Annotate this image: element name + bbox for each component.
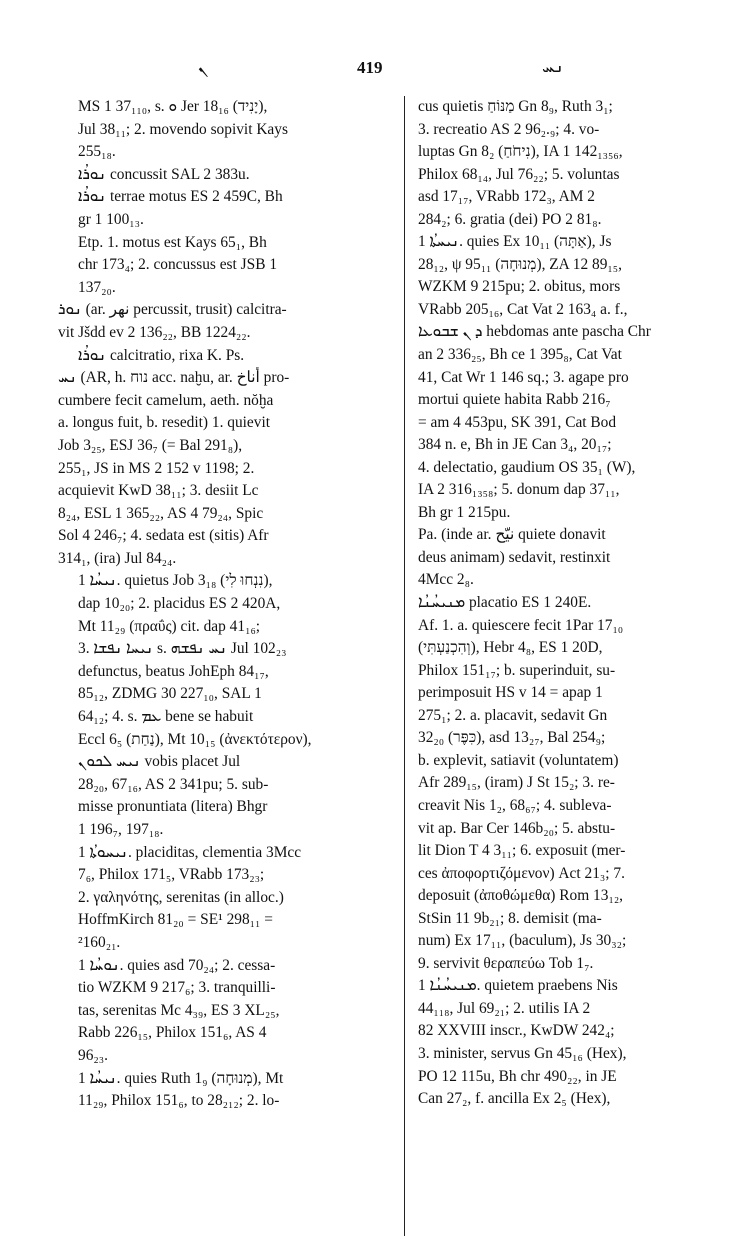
text-line: creavit Nis 1₂, 68₆₇; 4. subleva-	[418, 796, 612, 814]
text-line: tas, serenitas Mc 4₃₉, ES 3 XL₂₅,	[78, 1001, 280, 1019]
text-line: dap 10₂₀; 2. placidus ES 2 420A,	[78, 595, 281, 613]
text-line: 41, Cat Wr 1 146 sq.; 3. agape pro	[418, 368, 629, 386]
header-right-letters: ܢܚ	[542, 56, 564, 76]
text-line: Job 3₂₅, ESJ 36₇ (= Bal 291₈),	[58, 436, 243, 454]
text-line: = am 4 453pu, SK 391, Cat Bod	[418, 413, 617, 431]
text-line: deposuit (ἀποθώμεθα) Rom 13₁₂,	[418, 887, 624, 905]
text-line: 8₂₄, ESL 1 365₂₂, AS 4 79₂₄, Spic	[58, 504, 264, 522]
text-line: 255₁, JS in MS 2 152 v 1198; 2.	[58, 459, 255, 477]
text-line: 314₁, (ira) Jul 84₂₄.	[58, 549, 177, 567]
text-line: perimposuit HS v 14 = apap 1	[418, 684, 603, 702]
text-line: 3. ܢܝܚܐ ܢܦܫܐ s. ܢܚ ܢܦܫܗ Jul 102₂₃	[78, 640, 287, 658]
text-line: tio WZKM 9 217₆; 3. tranquilli-	[78, 979, 276, 997]
column-divider	[404, 96, 405, 1236]
text-line: Mt 11₂₉ (πραΰς) cit. dap 41₁₆;	[78, 617, 261, 635]
text-line: ܢܝܚܬܳܐ 1. quies Ex 10₁₁ (אַתָּה), Js	[418, 233, 612, 251]
text-line: 275₁; 2. a. placavit, sedavit Gn	[418, 706, 608, 724]
text-line: misse pronuntiata (litera) Bhgr	[78, 798, 268, 816]
text-line: Jul 38₁₁; 2. movendo sopivit Kays	[78, 120, 288, 138]
text-line: asd 17₁₇, VRabb 172₃, AM 2	[418, 188, 595, 206]
text-line: b. explevit, satiavit (voluntatem)	[418, 751, 619, 769]
text-line: 11₂₉, Philox 151₆, to 28₂₁₂; 2. lo-	[78, 1092, 280, 1110]
text-line: MS 1 37₁₁₀, s. ܘ Jer 18₁₆ (יָנִיד),	[78, 98, 268, 115]
text-line: Sol 4 246₇; 4. sedata est (sitis) Afr	[58, 527, 269, 545]
text-line: 7₆, Philox 171₅, VRabb 173₂₃;	[78, 866, 265, 884]
text-line: a. longus fuit, b. resedit) 1. quievit	[58, 414, 271, 432]
text-line: Afr 289₁₅, (iram) J St 15₂; 3. re-	[418, 774, 615, 792]
text-line: 384 n. e, Bh in JE Can 3₄, 20₁₇;	[418, 436, 612, 454]
text-line: 9. servivit θεραπεύω Tob 1₇.	[418, 954, 594, 972]
text-line: ܡܢܝܚܳܢܳܐ 1. quietem praebens Nis	[418, 977, 618, 995]
text-line: VRabb 205₁₆, Cat Vat 2 163₄ a. f.,	[418, 300, 628, 318]
page-number: 419	[357, 58, 383, 77]
header-left-letters: ܢ	[198, 56, 208, 76]
text-line: cumbere fecit camelum, aeth. nŏḫa	[58, 391, 274, 409]
text-line: Philox 68₁₄, Jul 76₂₂; 5. voluntas	[418, 165, 620, 183]
page-header	[0, 56, 750, 86]
text-line: acquievit KwD 38₁₁; 3. desiit Lc	[58, 482, 259, 500]
text-line: ²160₂₁.	[78, 933, 121, 951]
text-line: deus animam) sedavit, restinxit	[418, 548, 611, 566]
text-line: ܢܝܚܳܐ 1. quies Ruth 1₉ (מְנוּחָה), Mt	[78, 1069, 284, 1087]
text-line: cus quietis מַנּוֹחַ Gn 8₉, Ruth 3₁;	[418, 98, 613, 115]
text-line: 4Mcc 2₈.	[418, 571, 474, 589]
text-line: ܢܘܪܳܐ concussit SAL 2 383u.	[78, 165, 250, 183]
text-line: 255₁₈.	[78, 143, 116, 161]
text-line: ܢܝܚܘܬܳܐ 1. placiditas, clementia 3Mcc	[78, 843, 302, 861]
text-line: ܢܘܪ (ar. نهر percussit, trusit) calcitra-	[58, 301, 287, 319]
left-column	[58, 96, 390, 1113]
text-line: 85₁₂, ZDMG 30 227₁₀, SAL 1	[78, 685, 262, 703]
text-line: IA 2 316₁₃₅₈; 5. donum dap 37₁₁,	[418, 481, 620, 499]
text-line: Rabb 226₁₅, Philox 151₆, AS 4	[78, 1024, 267, 1042]
text-line: Can 27₂, f. ancilla Ex 2₅ (Hex),	[418, 1090, 611, 1108]
text-line: Eccl 6₅ (נַחַת), Mt 10₁₅ (ἀνεκτότερον),	[78, 730, 312, 748]
text-line: ܢܝܚܳܐ 1. quietus Job 3₁₈ (נִנְחוּ לִי),	[78, 572, 273, 590]
text-line: WZKM 9 215pu; 2. obitus, mors	[418, 278, 621, 296]
text-line: 284₂; 6. gratia (dei) PO 2 81₈.	[418, 210, 602, 228]
text-line: vit Jšdd ev 2 136₂₂, BB 1224₂₂.	[58, 323, 251, 341]
text-line: 64₁₂; 4. s. ܥܡ bene se habuit	[78, 708, 254, 726]
text-line: luptas Gn 8₂ (נִיחֹחַ), IA 1 142₁₃₅₆,	[418, 143, 623, 161]
text-line: 4. delectatio, gaudium OS 35₁ (W),	[418, 458, 636, 476]
text-line: 2. γαληνότης, serenitas (in alloc.)	[78, 888, 284, 906]
text-line: 82 XXVIII inscr., KwDW 242₄;	[418, 1022, 615, 1040]
text-line: 28₂₀, 67₁₆, AS 2 341pu; 5. sub-	[78, 775, 269, 793]
text-line: 32₂₀ (כִּפֶּר), asd 13₂₇, Bal 254₉;	[418, 729, 606, 747]
text-line: ܕ ܢ ܫܒܘܥܐ hebdomas ante pascha Chr	[418, 323, 651, 341]
text-line: 44₁₁₈, Jul 69₂₁; 2. utilis IA 2	[418, 999, 591, 1017]
text-line: Af. 1. a. quiescere fecit 1Par 17₁₀	[418, 616, 624, 634]
text-line: defunctus, beatus JohEph 84₁₇,	[78, 662, 269, 680]
text-line: ܢܘܚܳܐ 1. quies asd 70₂₄; 2. cessa-	[78, 956, 276, 974]
right-column	[418, 96, 712, 1111]
text-line: PO 12 115u, Bh chr 490₂₂, in JE	[418, 1067, 617, 1085]
text-line: mortui quiete habita Rabb 216₇	[418, 391, 611, 409]
text-line: (וְהִכְנַעְתִּי), Hebr 4₈, ES 1 20D,	[418, 639, 603, 657]
text-line: ܢܘܪܳܐ calcitratio, rixa K. Ps.	[78, 346, 245, 364]
text-line: 1 196₇, 197₁₈.	[78, 821, 164, 838]
text-line: 28₁₂, ψ 95₁₁ (מְנוּחָה), ZA 12 89₁₅,	[418, 255, 622, 273]
text-line: 96₂₃.	[78, 1046, 108, 1064]
text-line: lit Dion T 4 3₁₁; 6. exposuit (mer-	[418, 842, 626, 860]
text-line: 3. recreatio AS 2 96₂.₉; 4. vo-	[418, 120, 600, 138]
text-line: ܡܢܝܚܳܢܳܐ placatio ES 1 240E.	[418, 594, 592, 612]
text-line: 137₂₀.	[78, 278, 116, 296]
text-line: ܢܘܪܳܐ terrae motus ES 2 459C, Bh	[78, 188, 283, 206]
text-line: Bh gr 1 215pu.	[418, 503, 511, 521]
text-line: chr 173₄; 2. concussus est JSB 1	[78, 256, 278, 274]
text-line: gr 1 100₁₃.	[78, 210, 144, 228]
text-line: ces ἀποφορτιζόμενον) Act 21₃; 7.	[418, 864, 625, 882]
text-line: an 2 336₂₅, Bh ce 1 395₈, Cat Vat	[418, 346, 622, 364]
text-line: num) Ex 17₁₁, (baculum), Js 30₃₂;	[418, 932, 627, 950]
text-line: HoffmKirch 81₂₀ = SE¹ 298₁₁ =	[78, 911, 273, 929]
text-line: StSin 11 9b₂₁; 8. demisit (ma-	[418, 909, 602, 927]
text-line: Philox 151₁₇; b. superinduit, su-	[418, 661, 616, 679]
text-line: ܢܝܚ ܠܟܘܢ vobis placet Jul	[78, 753, 241, 771]
text-line: Pa. (inde ar. نيّح quiete donavit	[418, 526, 606, 544]
text-line: 3. minister, servus Gn 45₁₆ (Hex),	[418, 1044, 627, 1062]
text-line: ܢܚ (AR, h. נוח acc. naḫu, ar. أناخ pro-	[58, 369, 290, 387]
text-line: vit ap. Bar Cer 146b₂₀; 5. abstu-	[418, 819, 616, 837]
text-line: Etp. 1. motus est Kays 65₁, Bh	[78, 233, 267, 251]
